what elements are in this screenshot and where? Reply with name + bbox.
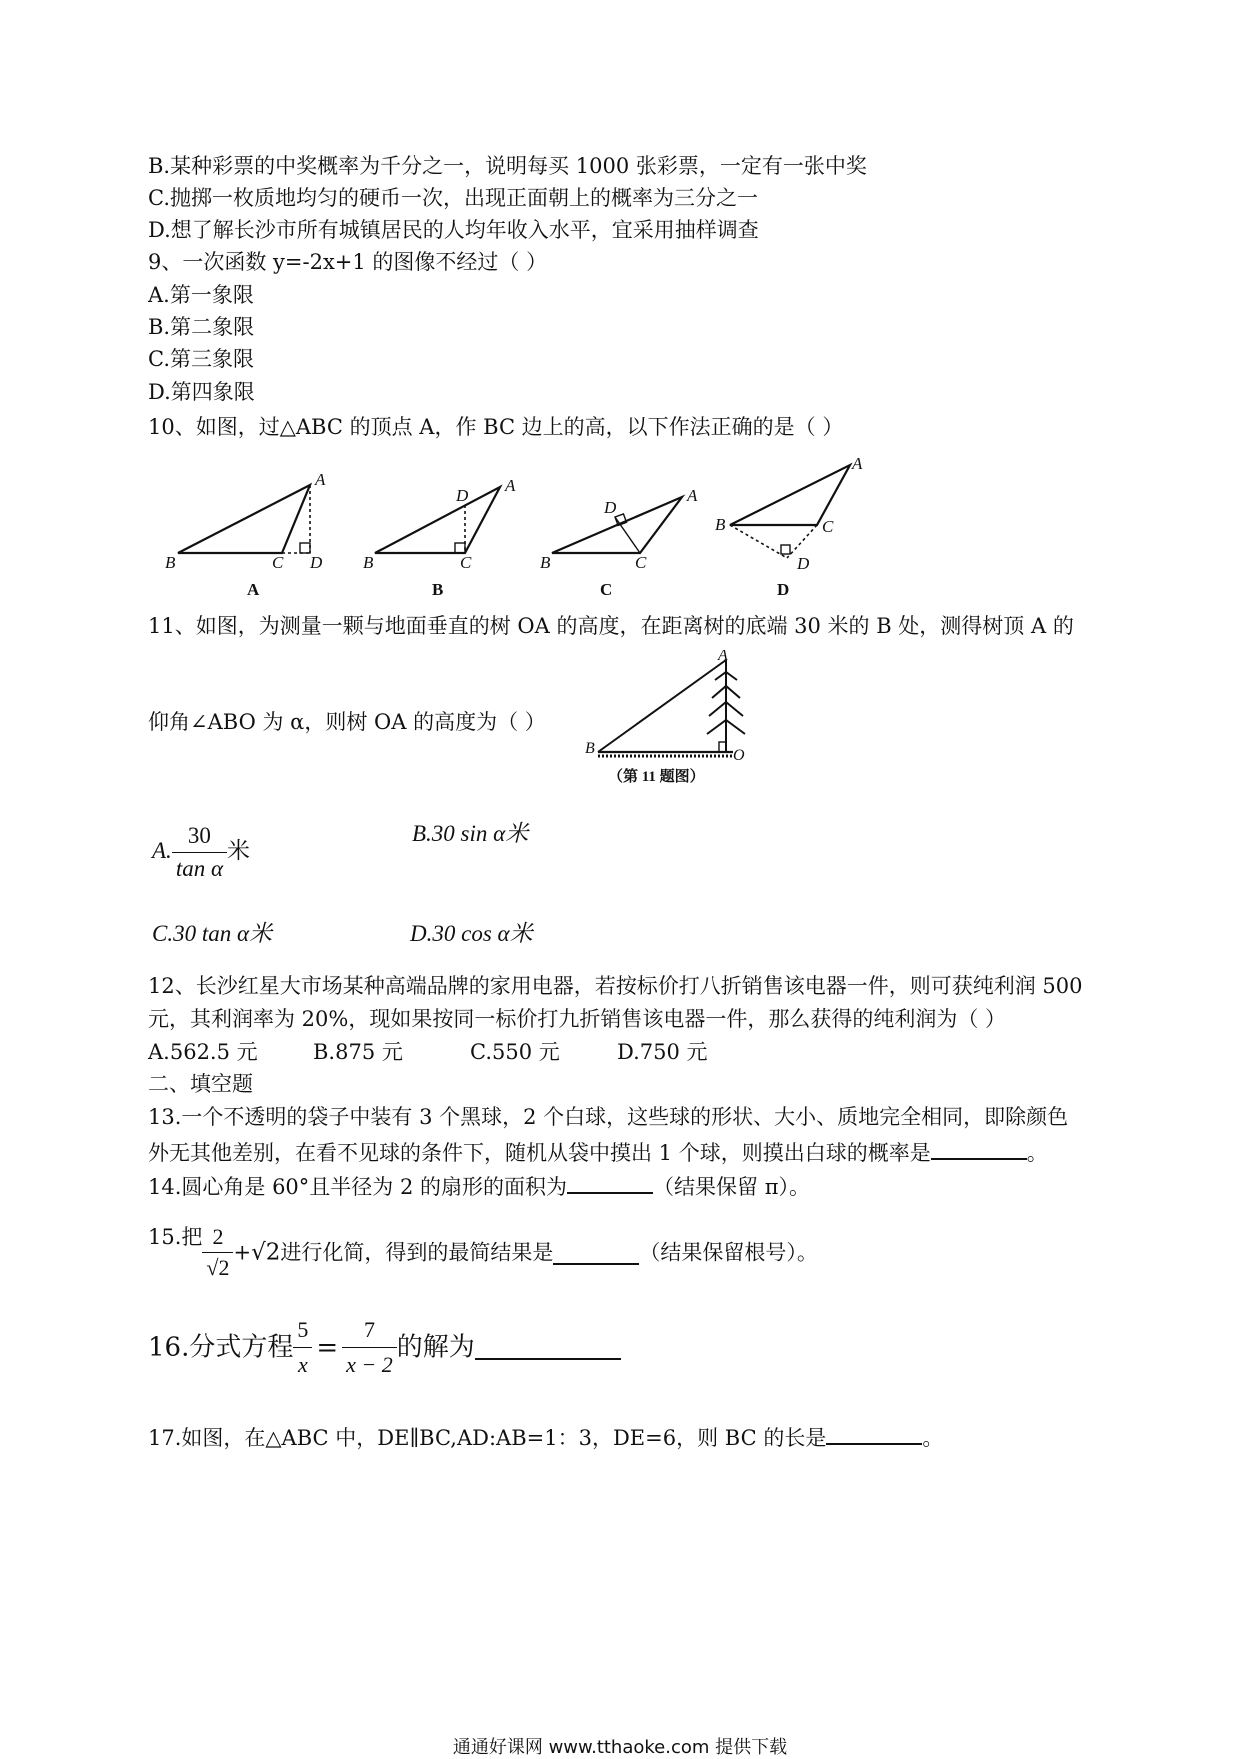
q9-option-d: D.第四象限: [148, 380, 255, 404]
q17-stem: [148, 1421, 943, 1452]
q11-option-b: B.30 sin α米: [412, 821, 529, 846]
q16-stem: [148, 1313, 621, 1382]
q15-fraction: [202, 1222, 233, 1283]
q9-option-c: C.第三象限: [148, 347, 254, 371]
q13-stem-line2: [148, 1136, 1048, 1167]
q16-answer-blank[interactable]: [475, 1336, 621, 1360]
q16-text-pre: 16.分式方程: [148, 1332, 294, 1363]
q10d-label-d: D: [797, 554, 810, 573]
q10-figures: [160, 455, 920, 605]
q11-option-a: [152, 820, 250, 885]
q15-stem: [148, 1222, 818, 1283]
q9-option-a: A.第一象限: [148, 283, 254, 307]
q13-answer-blank[interactable]: [931, 1136, 1027, 1160]
q8-option-b: B.某种彩票的中奖概率为千分之一，说明每买 1000 张彩票，一定有一张中奖: [148, 154, 867, 178]
q15-numerator: 2: [202, 1222, 233, 1253]
q15-text-mid: 进行化简，得到的最简结果是: [280, 1240, 554, 1265]
q11-label-a: A: [718, 650, 728, 664]
q16-numerator-left: 5: [293, 1313, 312, 1348]
q10c-label-a: A: [687, 486, 698, 505]
q13-stem-line1: 13.一个不透明的袋子中装有 3 个黑球，2 个白球，这些球的形状、大小、质地完全相同，即除颜色: [148, 1105, 1069, 1129]
q12-option-b: B.875 元: [313, 1040, 403, 1064]
q10-caption-a: A: [247, 580, 260, 599]
q11-option-d: D.30 cos α米: [410, 921, 533, 946]
q12-option-c: C.550 元: [470, 1040, 560, 1064]
q10-caption-d: D: [777, 580, 790, 599]
q10b-label-d: D: [456, 486, 469, 505]
q10c-label-d: D: [604, 498, 617, 517]
q10d-label-c: C: [822, 517, 834, 536]
q12-option-a: A.562.5 元: [148, 1040, 258, 1064]
q10c-label-c: C: [635, 553, 647, 572]
q17-answer-blank[interactable]: [826, 1421, 922, 1445]
q14-stem: [148, 1170, 810, 1201]
q10b-label-b: B: [363, 553, 374, 572]
q8-option-c: C.抛掷一枚质地均匀的硬币一次，出现正面朝上的概率为三分之一: [148, 186, 758, 210]
q16-denominator-left: x: [297, 1352, 308, 1377]
q16-text-post: 的解为: [396, 1332, 475, 1363]
q11-option-a-prefix: A.: [152, 837, 172, 863]
q10d-label-a: A: [852, 455, 863, 473]
q10a-label-c: C: [272, 553, 284, 572]
q15-denominator: √2: [206, 1255, 230, 1280]
q14-answer-blank[interactable]: [567, 1170, 653, 1194]
q13-text: 外无其他差别，在看不见球的条件下，随机从袋中摸出 1 个球，则摸出白球的概率是: [148, 1141, 931, 1165]
q11-stem-line1: 11、如图，为测量一颗与地面垂直的树 OA 的高度，在距离树的底端 30 米的 B 处，测得树顶 A 的: [148, 614, 1074, 638]
q8-option-d: D.想了解长沙市所有城镇居民的人均年收入水平，宜采用抽样调查: [148, 218, 759, 242]
q11-figure-caption: （第 11 题图）: [608, 769, 705, 785]
q17-end: 。: [922, 1426, 944, 1450]
q11-label-o: O: [733, 747, 745, 764]
q10-caption-c: C: [600, 580, 613, 599]
q9-stem: 9、一次函数 y=-2x+1 的图像不经过（ ）: [148, 250, 548, 274]
q15-root: √2: [251, 1239, 281, 1266]
q12-stem-line1: 12、长沙红星大市场某种高端品牌的家用电器，若按标价打八折销售该电器一件，则可获纯利润 500: [148, 974, 1083, 998]
q10-stem: 10、如图，过△ABC 的顶点 A，作 BC 边上的高，以下作法正确的是（ ）: [148, 415, 844, 439]
q16-equals: =: [316, 1332, 339, 1363]
page-footer: 通通好课网 www.tthaoke.com 提供下载: [452, 1737, 788, 1758]
q14-post: （结果保留 π）。: [653, 1175, 810, 1199]
q11-option-a-fraction: [172, 820, 227, 885]
q11-option-c: C.30 tan α米: [152, 921, 273, 946]
q11-option-a-numerator: 30: [172, 820, 227, 853]
q15-text-pre: 15.把: [148, 1225, 203, 1249]
q10c-label-b: B: [540, 553, 551, 572]
q9-option-b: B.第二象限: [148, 315, 255, 339]
q10b-label-c: C: [460, 553, 472, 572]
q10b-label-a: A: [505, 476, 516, 495]
section-fill-in: 二、填空题: [148, 1072, 253, 1096]
q12-option-d: D.750 元: [617, 1040, 708, 1064]
q16-fraction-right: [342, 1313, 397, 1382]
q14-text: 14.圆心角是 60°且半径为 2 的扇形的面积为: [148, 1175, 568, 1199]
q15-plus: +: [233, 1240, 252, 1265]
q10a-label-d: D: [310, 553, 323, 572]
q16-numerator-right: 7: [342, 1313, 397, 1348]
q11-option-a-unit: 米: [227, 837, 251, 863]
q12-stem-line2: 元，其利润率为 20%，现如果按同一标价打九折销售该电器一件，那么获得的纯利润为（ ）: [148, 1007, 1007, 1031]
q16-fraction-left: [293, 1313, 312, 1382]
q16-denominator-right: x − 2: [346, 1352, 393, 1377]
q10a-label-b: B: [165, 553, 176, 572]
q11-option-a-denominator: tan α: [175, 856, 224, 881]
q10-caption-b: B: [432, 580, 444, 599]
q13-end: 。: [1026, 1141, 1048, 1165]
q11-label-b: B: [585, 740, 595, 757]
q15-answer-blank[interactable]: [553, 1241, 639, 1265]
q10a-label-a: A: [315, 470, 326, 489]
q17-text: 17.如图，在△ABC 中，DE∥BC,AD:AB=1：3，DE=6，则 BC 的长是: [148, 1426, 827, 1450]
q11-figure: [578, 650, 778, 790]
q11-stem-line2: 仰角∠ABO 为 α，则树 OA 的高度为（ ）: [148, 710, 546, 734]
q15-text-post: （结果保留根号）。: [639, 1240, 818, 1265]
q10d-label-b: B: [715, 515, 726, 534]
